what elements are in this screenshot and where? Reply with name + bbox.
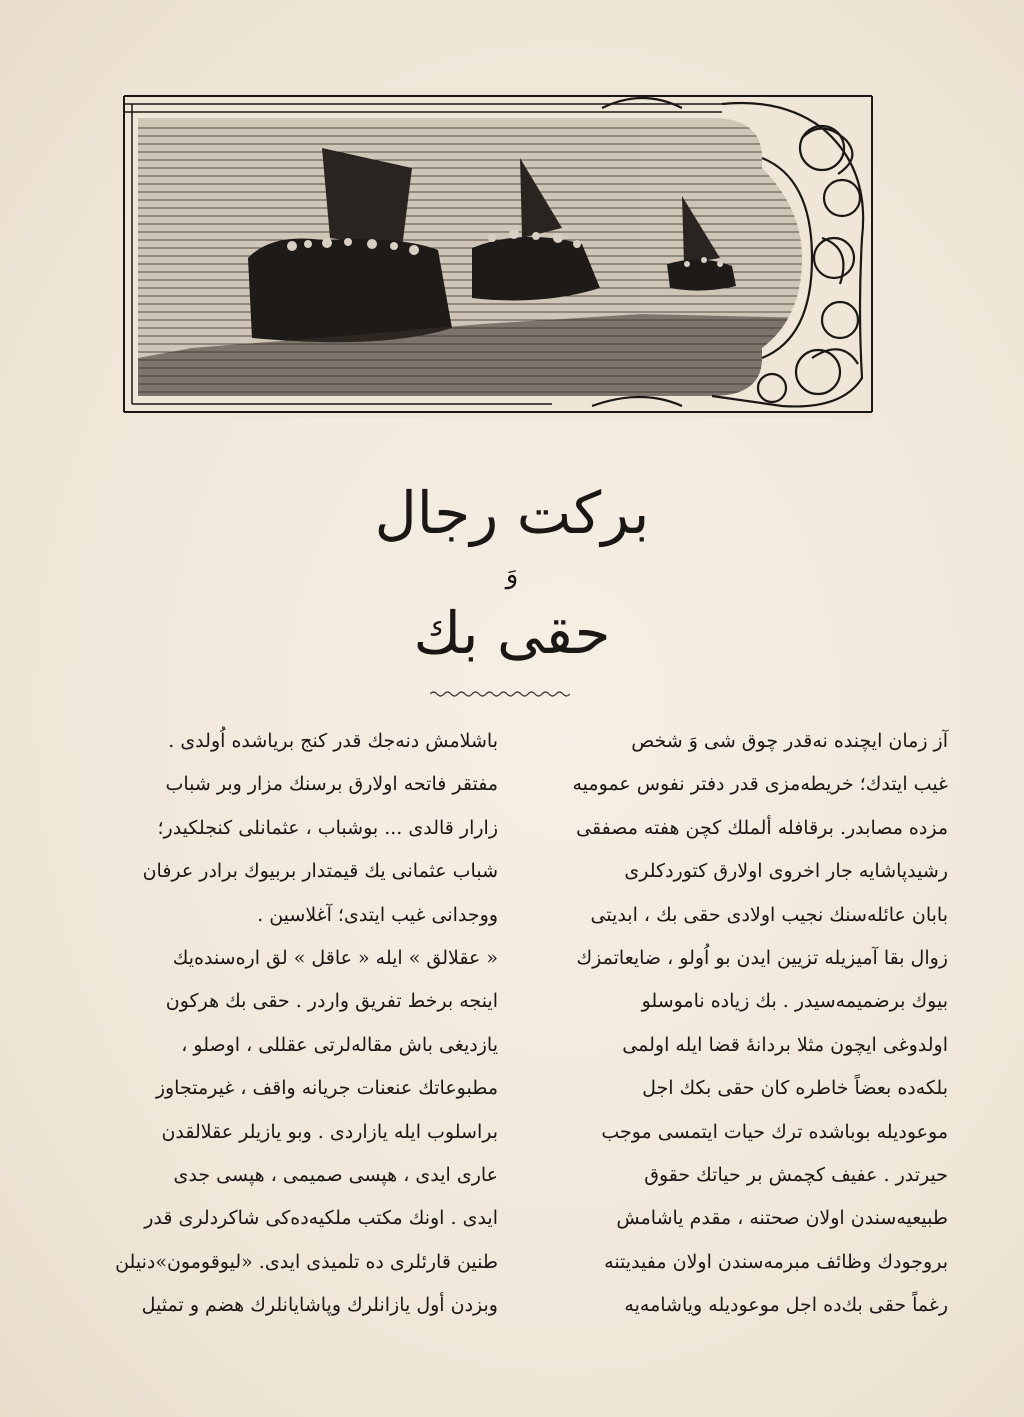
text-line: زارار قالدی ... بوشباب ، عثمانلی کنجلکیدر؛: [157, 816, 498, 839]
article-title-conjunction: وَ: [505, 560, 519, 590]
sailboats-engraving-icon: [122, 88, 874, 418]
text-line: زوال بقا آمیزیله تزیین ایدن بو اُولو ، ضایعاتمزك: [576, 947, 948, 970]
text-line: آز زمان ایچنده نه‌قدر چوق شی وَ شخص: [631, 730, 948, 752]
text-line: موعودیله بوباشده ترك حیات ایتمسی موجب: [601, 1120, 948, 1143]
text-line: ووجدانی غیب ایتدی؛ آغلاسین .: [257, 903, 498, 926]
text-line: اینجه برخط تفریق واردر . حقی بك هرکون: [165, 990, 498, 1013]
article-column-left: [80, 720, 498, 1328]
text-line: « عقلالق » ایله « عاقل » لق ارەسنده‌یك: [172, 947, 498, 970]
text-line: بیوك برضمیمه‌سیدر . بك زیاده ناموسلو: [641, 990, 948, 1013]
text-line: یازدیغی باش مقاله‌لرتی عقللی ، اوصلو ،: [181, 1033, 498, 1056]
text-line: مزده مصابدر. برقافله‌ ألملك کچن هفته مصفقی: [576, 816, 948, 839]
text-line: طنین قارئلری ده تلمیذی ایدی. «لیوقومون»دنیلن: [115, 1250, 498, 1273]
article-title-line2: حقی بك: [413, 599, 611, 667]
text-line: غیب ایتدك؛ خریطه‌مزی قدر دفتر نفوس عمومیه‌: [572, 773, 948, 796]
text-line: مطبوعاتك عنعنات جریانه واقف ، غیرمتجاوز: [155, 1077, 498, 1100]
text-line: بلکه‌ده بعضاً خاطره کان حقی بکك اجل: [642, 1077, 948, 1100]
text-line: حیرتدر . عفیف کچمش بر حیاتك حقوق: [644, 1164, 948, 1187]
text-line: بروجودك وظائف مبرمه‌سندن اولان مفیدیتنه: [604, 1250, 948, 1273]
text-line: طبیعیه‌سندن اولان صحتنه ، مقدم یاشامش: [616, 1207, 948, 1230]
text-line: باشلامش دنه‌جك قدر کنج برياشده اُولدی .: [168, 730, 498, 752]
wavy-separator: [430, 690, 570, 698]
text-line: عاری ایدی ، هپسی صمیمی ، هپسی جدی: [173, 1164, 498, 1187]
text-line: رغماً حقی بك‌ده اجل موعودیله ویاشامه‌یه: [624, 1294, 948, 1317]
text-line: شباب عثمانی یك قیمتدار بربیوك برادر عرفان: [142, 860, 498, 883]
header-illustration: [122, 88, 874, 418]
text-line: ایدی . اونك مکتب ملکیه‌ده‌کی شاکردلری قدر: [144, 1207, 498, 1230]
text-line: وبزدن أول یازانلرك وپاشایانلرك هضم و تمثیل: [141, 1294, 498, 1317]
text-line: مفتقر فاتحه اولارق برسنك مزار وبر شباب: [165, 773, 498, 796]
text-line: رشیدپاشایه جار اخروی اولارق کتوردکلری: [624, 860, 948, 883]
article-title-line1: برکت رجال: [374, 479, 650, 547]
text-line: براسلوب ایله یازاردی . وبو یازیلر عقلالقدن: [161, 1120, 498, 1143]
text-line: اولدوغی ایچون مثلا بردانهٔ قضا ایله اولمی: [622, 1033, 948, 1056]
text-line: بابان عائله‌سنك نجیب اولادی حقی بك ، ابدیتی: [590, 903, 948, 926]
article-column-right: [530, 720, 948, 1328]
